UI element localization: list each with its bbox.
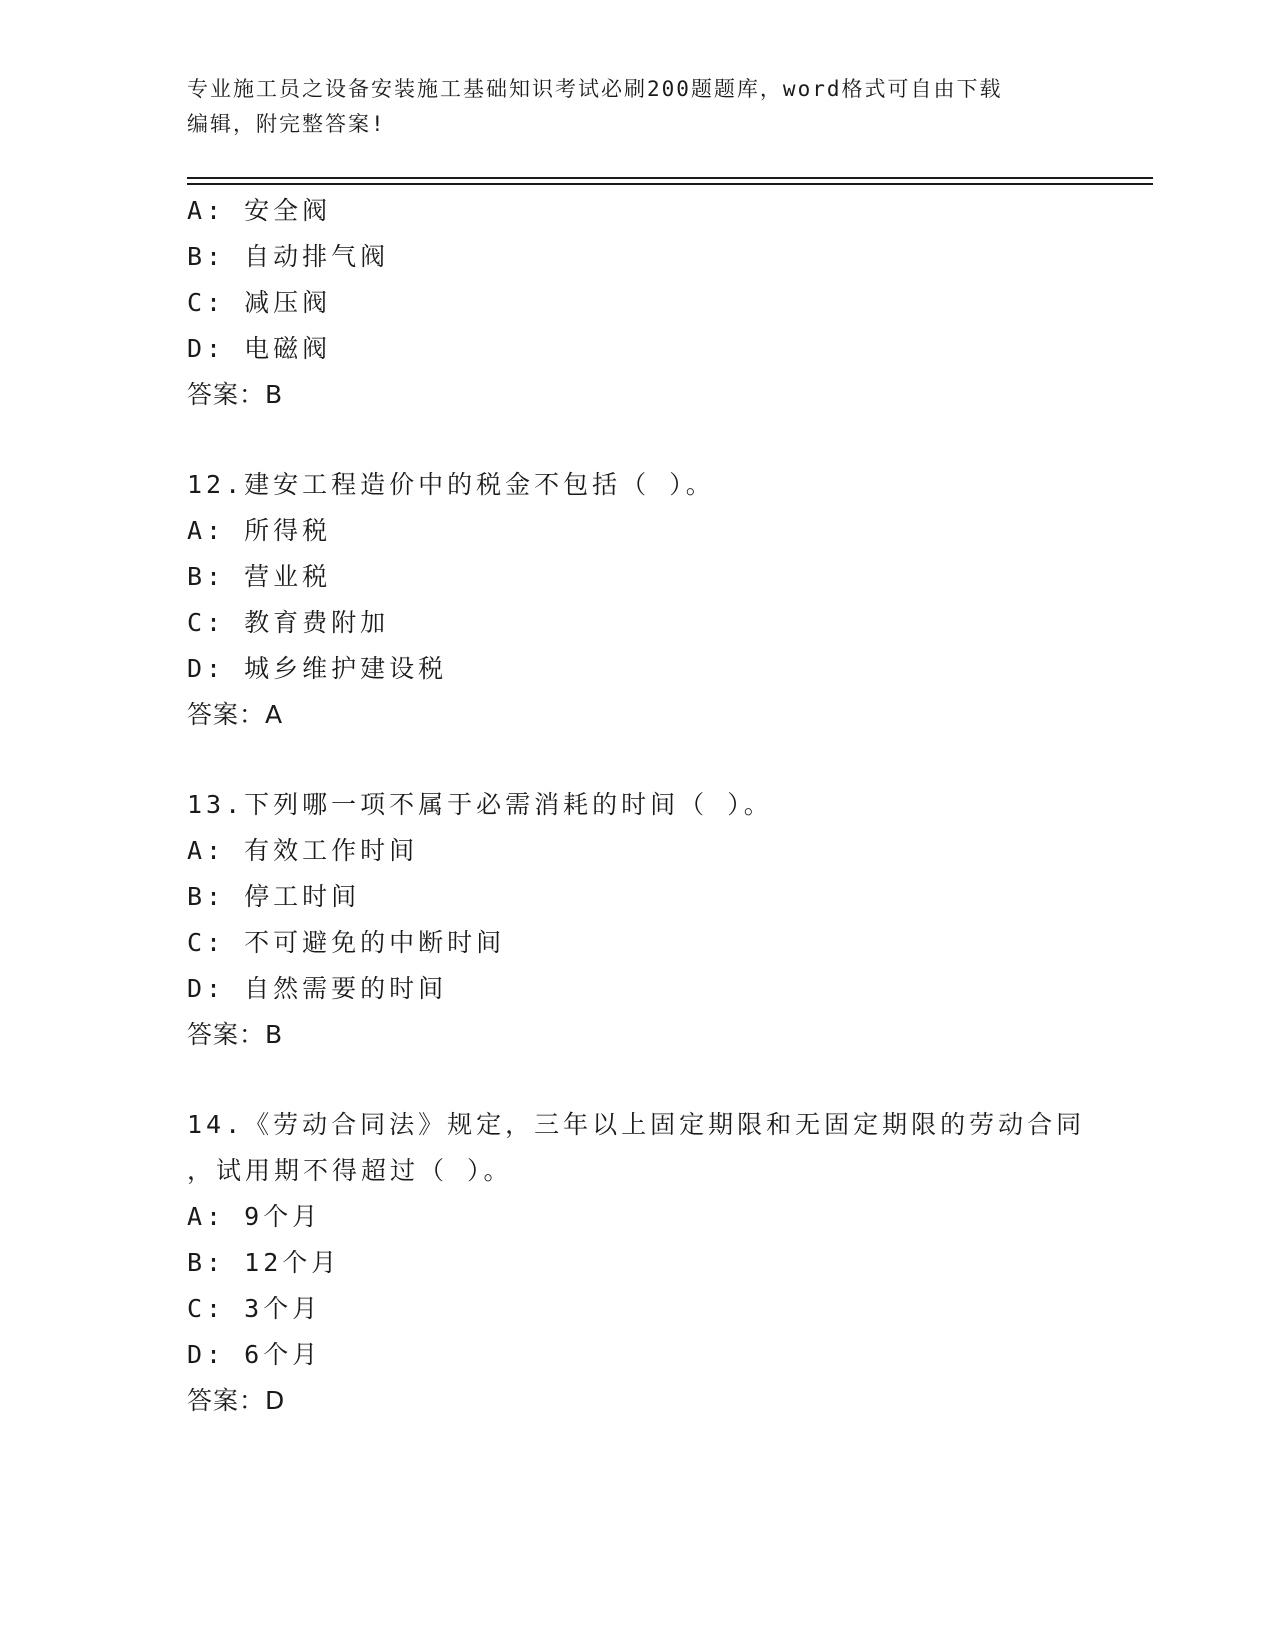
answer: 答案：D [187, 1386, 286, 1415]
question-text: 12.建安工程造价中的税金不包括（ ）。 [187, 470, 715, 499]
answer: 答案：B [187, 380, 284, 409]
option-c: C: 教育费附加 [187, 608, 390, 637]
spacer [187, 738, 1087, 782]
answer: 答案：B [187, 1020, 284, 1049]
option-a: A: 有效工作时间 [187, 836, 419, 865]
answer: 答案：A [187, 700, 284, 729]
option-b: B: 停工时间 [187, 882, 361, 911]
option-c: C: 3个月 [187, 1294, 322, 1323]
document-header [187, 72, 1067, 142]
option-d: D: 城乡维护建设税 [187, 654, 448, 683]
question-text: 13.下列哪一项不属于必需消耗的时间（ ）。 [187, 790, 773, 819]
option-a: A: 9个月 [187, 1202, 322, 1231]
option-a: A: 安全阀 [187, 196, 332, 225]
option-b: B: 营业税 [187, 562, 332, 591]
header-line-1: 专业施工员之设备安装施工基础知识考试必刷200题题库，word格式可自由下载 [187, 77, 1003, 101]
question-13 [187, 782, 1087, 1058]
option-a: A: 所得税 [187, 516, 332, 545]
option-b: B: 自动排气阀 [187, 242, 390, 271]
option-d: D: 6个月 [187, 1340, 322, 1369]
spacer [187, 1058, 1087, 1102]
header-divider-top [187, 177, 1153, 179]
header-divider-bottom [187, 183, 1153, 185]
question-14 [187, 1102, 1087, 1424]
spacer [187, 418, 1087, 462]
question-11 [187, 188, 1087, 418]
question-12 [187, 462, 1087, 738]
question-list [187, 188, 1087, 1424]
option-d: D: 电磁阀 [187, 334, 332, 363]
question-text-line-2: ，试用期不得超过（ ）。 [187, 1156, 513, 1185]
header-line-2: 编辑，附完整答案! [187, 112, 386, 136]
question-text-line-1: 14.《劳动合同法》规定，三年以上固定期限和无固定期限的劳动合同 [187, 1110, 1086, 1139]
option-b: B: 12个月 [187, 1248, 341, 1277]
option-d: D: 自然需要的时间 [187, 974, 448, 1003]
option-c: C: 不可避免的中断时间 [187, 928, 506, 957]
option-c: C: 减压阀 [187, 288, 332, 317]
